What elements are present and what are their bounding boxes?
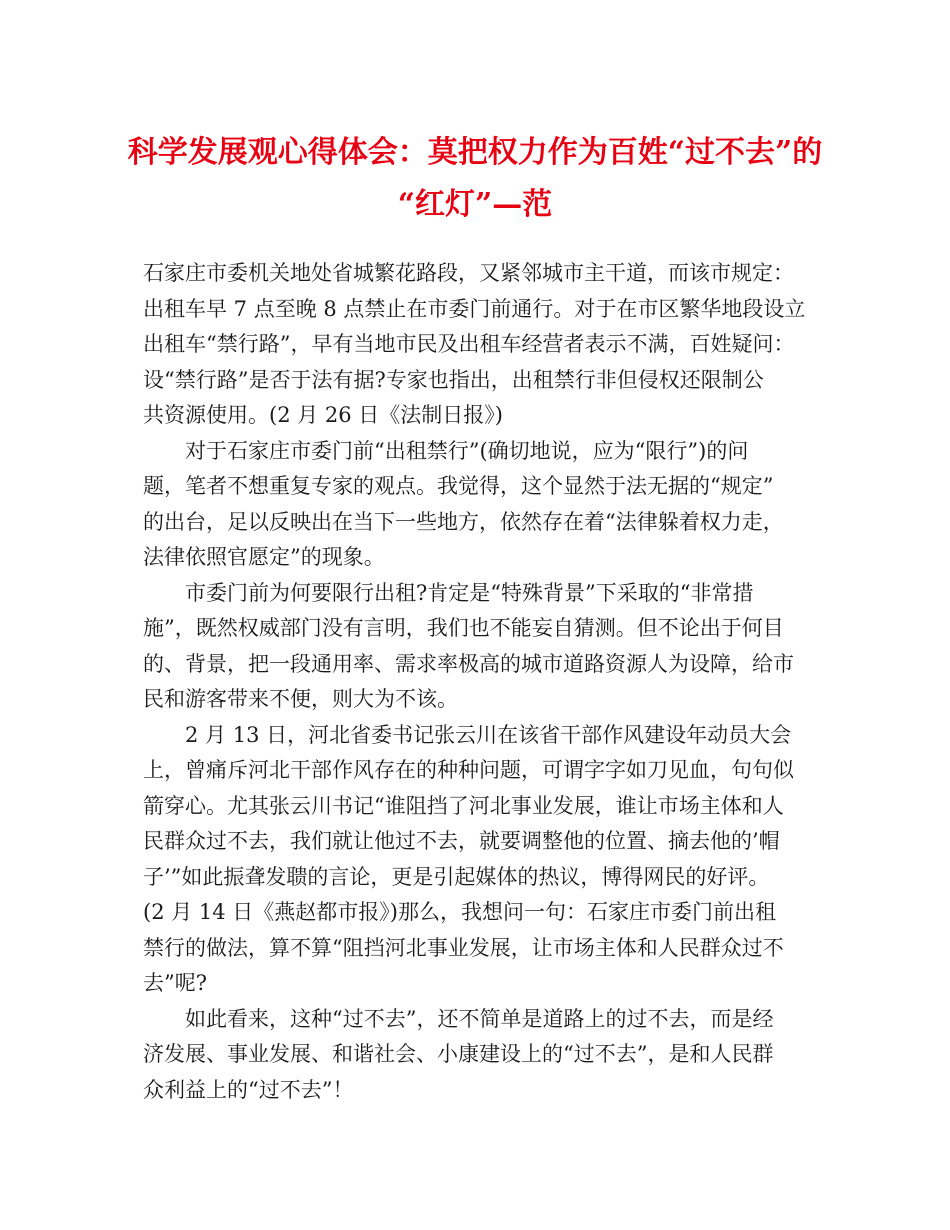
text-line: 众利益上的“过不去”！	[143, 1077, 354, 1102]
paragraph	[143, 718, 833, 1002]
document-title	[100, 127, 850, 231]
text-line: 上，曾痛斥河北干部作风存在的种种问题，可谓字字如刀见血，句句似	[143, 758, 794, 782]
text-line: 法律依照官愿定”的现象。	[143, 545, 385, 569]
text-line: (2 月 14 日《燕赵都市报》)那么，我想问一句：石家庄市委门前出租	[143, 900, 776, 924]
text-line: 设“禁行路”是否于法有据?专家也指出，出租禁行非但侵权还限制公	[143, 367, 764, 392]
text-line: 民和游客带来不便，则大为不该。	[143, 687, 458, 711]
text-line: 子’”如此振聋发聩的言论，更是引起媒体的热议，博得网民的好评。	[143, 864, 770, 889]
paragraph	[143, 434, 833, 576]
text-line: 的出台，足以反映出在当下一些地方，依然存在着“法律躲着权力走，	[143, 509, 784, 534]
text-line: 出租车“禁行路”，早有当地市民及出租车经营者表示不满，百姓疑问：	[143, 332, 795, 356]
text-line: 题，笔者不想重复专家的观点。我觉得，这个显然于法无据的“规定”	[143, 474, 774, 498]
title-line: 科学发展观心得体会：莫把权力作为百姓“过不去”的	[127, 135, 823, 170]
text-line: 对于石家庄市委门前“出租禁行”(确切地说，应为“限行”)的问	[185, 438, 749, 463]
title-line: “红灯”—范	[397, 187, 553, 222]
text-line: 石家庄市委机关地处省城繁花路段，又紧邻城市主干道，而该市规定：	[143, 261, 794, 285]
text-line: 2 月 13 日，河北省委书记张云川在该省干部作风建设年动员大会	[185, 722, 792, 747]
paragraph	[143, 576, 833, 718]
text-line: 民群众过不去，我们就让他过不去，就要调整他的位置、摘去他的’帽	[143, 829, 780, 853]
text-line: 市委门前为何要限行出租?肯定是“特殊背景”下采取的“非常措	[185, 580, 754, 605]
text-line: 施”，既然权威部门没有言明，我们也不能妄自猜测。但不论出于何目	[143, 616, 784, 640]
text-line: 如此看来，这种“过不去”，还不简单是道路上的过不去，而是经	[185, 1006, 774, 1031]
paragraph	[143, 256, 833, 434]
text-line: 共资源使用。(2 月 26 日《法制日报》)	[143, 403, 503, 427]
text-line: 的、背景，把一段通用率、需求率极高的城市道路资源人为设障，给市	[143, 651, 794, 676]
text-line: 禁行的做法，算不算“阻挡河北事业发展，让市场主体和人民群众过不	[143, 935, 784, 960]
text-line: 去”呢?	[143, 971, 207, 995]
paragraph	[143, 1002, 833, 1109]
document-body	[143, 256, 833, 1108]
text-line: 出租车早 7 点至晚 8 点禁止在市委门前通行。对于在市区繁华地段设立	[143, 296, 806, 321]
text-line: 箭穿心。尤其张云川书记“谁阻挡了河北事业发展，谁让市场主体和人	[143, 793, 784, 818]
text-line: 济发展、事业发展、和谐社会、小康建设上的“过不去”，是和人民群	[143, 1042, 774, 1066]
